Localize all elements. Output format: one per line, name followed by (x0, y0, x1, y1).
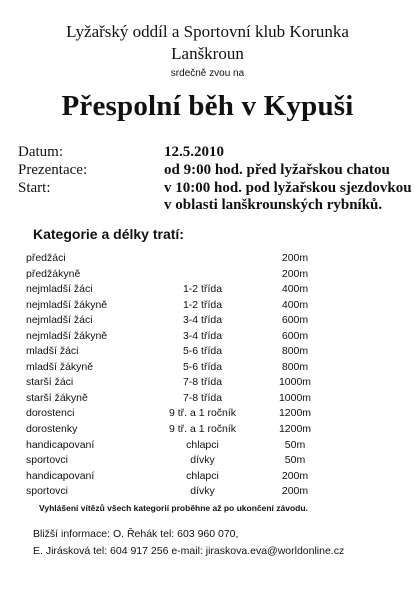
category-length: 50m (284, 454, 306, 467)
info-value-date: 12.5.2010 (164, 144, 224, 160)
event-title: Přespolní běh v Kypuši (61, 90, 354, 122)
contact-line-1: Bližší informace: O. Řehák tel: 603 960 070, (33, 528, 239, 540)
category-length: 200m (281, 252, 309, 264)
category-name: předžáci (26, 252, 66, 264)
category-length: 50m (284, 438, 306, 451)
category-class: 1-2 třída (182, 298, 223, 311)
category-class: dívky (190, 454, 215, 467)
table-row (0, 361, 415, 377)
category-length: 600m (281, 329, 309, 342)
category-length: 1200m (278, 407, 312, 420)
category-class: 7-8 třída (182, 391, 223, 404)
category-length: 600m (281, 314, 309, 327)
category-name: dorostenci (26, 407, 75, 420)
category-class: 7-8 třída (182, 376, 223, 389)
category-name: mladší žáci (26, 345, 79, 358)
category-name: nejmladší žákyně (26, 329, 108, 342)
category-name: handicapovaní (26, 438, 95, 451)
category-length: 1000m (278, 376, 312, 389)
info-label-registration: Prezentace: (18, 162, 88, 178)
info-label-start: Start: (18, 180, 51, 196)
category-name: nejmladší žákyně (26, 298, 108, 311)
category-length: 800m (281, 345, 309, 358)
category-name: dorostenky (26, 423, 78, 436)
category-class: 5-6 třída (182, 360, 223, 373)
category-class: 9 tř. a 1 ročník (168, 423, 237, 436)
table-row (0, 283, 415, 299)
organizer-line-1: Lyžařský oddíl a Sportovní klub Korunka (66, 22, 349, 41)
category-class: dívky (190, 485, 215, 498)
category-name: nejmladší žáci (26, 283, 93, 296)
table-row (0, 252, 415, 268)
category-length: 400m (281, 298, 309, 311)
table-row (0, 392, 415, 408)
category-class: 9 tř. a 1 ročník (168, 407, 237, 420)
category-name: nejmladší žáci (26, 314, 93, 327)
announcement-text: Vyhlášení vítězů všech kategorií proběhne až po ukončení závodu. (39, 503, 308, 513)
organizer-line-2: Lanškroun (171, 44, 244, 63)
table-row (0, 407, 415, 423)
table-row (0, 485, 415, 501)
category-length: 1000m (278, 391, 312, 404)
categories-table (0, 252, 415, 501)
contact-line-2: E. Jirásková tel: 604 917 256 e-mail: jiraskova.eva@worldonline.cz (33, 545, 345, 557)
category-class: 1-2 třída (182, 283, 223, 296)
info-label-date: Datum: (18, 144, 63, 160)
table-row (0, 423, 415, 439)
category-name: handicapovaní (26, 469, 95, 482)
category-length: 200m (281, 267, 309, 280)
category-length: 1200m (278, 423, 312, 436)
table-row (0, 439, 415, 455)
category-length: 200m (281, 485, 309, 498)
category-name: sportovci (26, 454, 69, 467)
category-class: 3-4 třída (182, 329, 223, 342)
category-class: 3-4 třída (182, 314, 223, 327)
table-row (0, 330, 415, 346)
table-row (0, 314, 415, 330)
table-row (0, 299, 415, 315)
table-row (0, 345, 415, 361)
category-class: 5-6 třída (182, 345, 223, 358)
category-length: 800m (281, 360, 309, 373)
category-class: chlapci (186, 469, 219, 482)
category-name: sportovci (26, 485, 69, 498)
category-name: mladší žákyně (26, 360, 94, 373)
category-length: 400m (281, 283, 309, 296)
category-name: předžákyně (26, 267, 81, 280)
category-length: 200m (281, 469, 309, 482)
table-row (0, 454, 415, 470)
categories-heading: Kategorie a délky tratí: (33, 226, 184, 242)
info-value-registration: od 9:00 hod. před lyžařskou chatou (164, 162, 390, 178)
category-class: chlapci (186, 438, 219, 451)
info-value-location: v oblasti lanškrounských rybníků. (164, 197, 383, 213)
invite-text: srdečně zvou na (170, 68, 245, 79)
table-row (0, 376, 415, 392)
table-row (0, 268, 415, 284)
category-name: starší žáci (26, 376, 74, 389)
category-name: starší žákyně (26, 391, 88, 404)
info-value-start: v 10:00 hod. pod lyžařskou sjezdovkou (164, 180, 412, 196)
table-row (0, 470, 415, 486)
